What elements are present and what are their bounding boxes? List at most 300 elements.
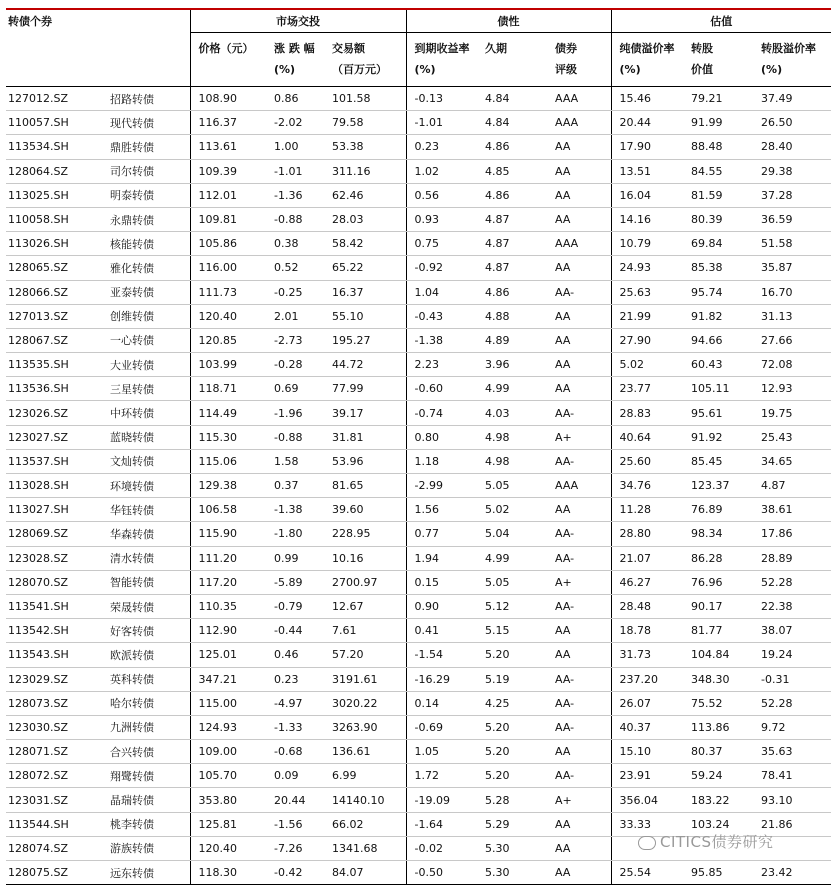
cell-price: 112.01	[190, 183, 266, 207]
cell-conversion-premium: 19.24	[753, 643, 831, 667]
cell-change: 0.09	[266, 764, 324, 788]
cell-bond-name: 一心转债	[98, 328, 190, 352]
cell-bond-name: 晶瑞转债	[98, 788, 190, 812]
cell-bond-name: 荣晟转债	[98, 594, 190, 618]
cell-bond-name: 亚泰转债	[98, 280, 190, 304]
cell-change: -1.38	[266, 498, 324, 522]
table-row	[6, 498, 831, 522]
cell-conversion-premium: 17.86	[753, 522, 831, 546]
cell-bond-code: 128075.SZ	[6, 861, 98, 885]
cell-volume: 1341.68	[324, 836, 406, 860]
col-conversion-premium	[753, 33, 831, 87]
col-volume-unit: （百万元）	[332, 63, 387, 76]
cell-volume: 31.81	[324, 425, 406, 449]
col-conversion-premium-label: 转股溢价率	[761, 42, 817, 55]
cell-duration: 5.30	[477, 836, 547, 860]
cell-volume: 81.65	[324, 474, 406, 498]
cell-bond-name: 合兴转债	[98, 740, 190, 764]
cell-change: -0.88	[266, 207, 324, 231]
cell-conversion-value: 90.17	[683, 594, 753, 618]
cell-duration: 4.86	[477, 183, 547, 207]
cell-rating: AA-	[547, 449, 611, 473]
cell-ytm: -19.09	[406, 788, 477, 812]
cell-rating: A+	[547, 425, 611, 449]
cell-conversion-value: 69.84	[683, 232, 753, 256]
cell-price: 115.00	[190, 691, 266, 715]
cell-conversion-premium: 22.38	[753, 594, 831, 618]
cell-bond-code: 128067.SZ	[6, 328, 98, 352]
col-duration-label: 久期	[485, 42, 507, 55]
cell-bond-name: 招路转债	[98, 87, 190, 111]
cell-volume: 55.10	[324, 304, 406, 328]
cell-conversion-premium: 23.42	[753, 861, 831, 885]
table-row	[6, 667, 831, 691]
cell-bond-code: 113028.SH	[6, 474, 98, 498]
cell-price: 117.20	[190, 570, 266, 594]
cell-conversion-value: 95.85	[683, 861, 753, 885]
cell-volume: 14140.10	[324, 788, 406, 812]
col-conversion-premium-unit: (%)	[761, 63, 783, 76]
table-row	[6, 353, 831, 377]
cell-price: 111.73	[190, 280, 266, 304]
cell-conversion-premium: 78.41	[753, 764, 831, 788]
cell-bond-premium: 40.64	[611, 425, 683, 449]
cell-conversion-premium: 4.87	[753, 474, 831, 498]
cell-bond-premium: 15.46	[611, 87, 683, 111]
cell-conversion-premium: 72.08	[753, 353, 831, 377]
cell-price: 115.90	[190, 522, 266, 546]
cell-change: 0.37	[266, 474, 324, 498]
cell-duration: 4.89	[477, 328, 547, 352]
cell-conversion-premium: 38.61	[753, 498, 831, 522]
cell-rating: AA-	[547, 667, 611, 691]
table-row	[6, 135, 831, 159]
col-change	[266, 33, 324, 87]
cell-price: 111.20	[190, 546, 266, 570]
cell-bond-name: 哈尔转债	[98, 691, 190, 715]
col-conversion-value-label: 转股	[691, 42, 714, 55]
cell-bond-name: 蓝晓转债	[98, 425, 190, 449]
cell-volume: 16.37	[324, 280, 406, 304]
cell-volume: 101.58	[324, 87, 406, 111]
watermark-text: CITICS债券研究	[660, 833, 774, 851]
table-row	[6, 425, 831, 449]
cell-price: 114.49	[190, 401, 266, 425]
cell-price: 120.85	[190, 328, 266, 352]
cell-ytm: 1.02	[406, 159, 477, 183]
cell-conversion-value: 95.74	[683, 280, 753, 304]
cell-change: 1.00	[266, 135, 324, 159]
cell-bond-name: 现代转债	[98, 111, 190, 135]
cell-bond-code: 123028.SZ	[6, 546, 98, 570]
table-row	[6, 280, 831, 304]
cell-bond-premium: 14.16	[611, 207, 683, 231]
table-row	[6, 715, 831, 739]
cell-duration: 4.99	[477, 377, 547, 401]
cell-bond-code: 128071.SZ	[6, 740, 98, 764]
cell-ytm: -1.01	[406, 111, 477, 135]
group-market: 市场交投	[190, 9, 406, 33]
cell-duration: 4.86	[477, 135, 547, 159]
cell-rating: AA	[547, 740, 611, 764]
col-ytm-label: 到期收益率	[414, 42, 470, 55]
cell-conversion-premium: 27.66	[753, 328, 831, 352]
cell-bond-code: 113534.SH	[6, 135, 98, 159]
col-volume	[324, 33, 406, 87]
cell-conversion-premium: 31.13	[753, 304, 831, 328]
watermark	[638, 831, 773, 852]
cell-bond-name: 华钰转债	[98, 498, 190, 522]
cell-volume: 2700.97	[324, 570, 406, 594]
cell-change: -2.02	[266, 111, 324, 135]
cell-duration: 5.20	[477, 715, 547, 739]
cell-bond-code: 113027.SH	[6, 498, 98, 522]
cell-duration: 5.20	[477, 643, 547, 667]
cell-conversion-value: 105.11	[683, 377, 753, 401]
cell-price: 103.99	[190, 353, 266, 377]
cell-bond-name: 三星转债	[98, 377, 190, 401]
cell-conversion-premium: 9.72	[753, 715, 831, 739]
col-duration	[477, 33, 547, 87]
cell-conversion-value: 76.89	[683, 498, 753, 522]
cell-rating: AA-	[547, 764, 611, 788]
cell-price: 116.00	[190, 256, 266, 280]
cell-change: -1.01	[266, 159, 324, 183]
table-body	[6, 87, 831, 885]
cell-ytm: -2.99	[406, 474, 477, 498]
cell-bond-premium: 21.07	[611, 546, 683, 570]
cell-change: -1.96	[266, 401, 324, 425]
cell-ytm: -0.60	[406, 377, 477, 401]
cell-rating: AA	[547, 304, 611, 328]
col-bond-premium-label: 纯债溢价率	[619, 42, 675, 55]
cell-duration: 4.99	[477, 546, 547, 570]
cell-volume: 228.95	[324, 522, 406, 546]
cell-ytm: -0.69	[406, 715, 477, 739]
cell-price: 118.71	[190, 377, 266, 401]
cell-change: -0.42	[266, 861, 324, 885]
cell-rating: AA	[547, 861, 611, 885]
cell-price: 347.21	[190, 667, 266, 691]
cell-conversion-value: 81.77	[683, 619, 753, 643]
cell-price: 120.40	[190, 304, 266, 328]
cell-bond-code: 110057.SH	[6, 111, 98, 135]
cell-conversion-value: 91.82	[683, 304, 753, 328]
table-row	[6, 401, 831, 425]
cell-conversion-value: 94.66	[683, 328, 753, 352]
col-ytm-unit: (%)	[414, 63, 436, 76]
cell-duration: 5.02	[477, 498, 547, 522]
cell-duration: 3.96	[477, 353, 547, 377]
cell-bond-premium: 20.44	[611, 111, 683, 135]
cell-bond-premium: 27.90	[611, 328, 683, 352]
cell-rating: AA	[547, 812, 611, 836]
cell-conversion-premium: 28.40	[753, 135, 831, 159]
cell-bond-code: 113543.SH	[6, 643, 98, 667]
table-row	[6, 788, 831, 812]
cell-ytm: -0.74	[406, 401, 477, 425]
table-row	[6, 570, 831, 594]
stub-blank	[6, 33, 190, 87]
table-row	[6, 111, 831, 135]
cell-change: -0.88	[266, 425, 324, 449]
group-header-row	[6, 9, 831, 33]
cell-conversion-premium: 21.86	[753, 812, 831, 836]
cell-ytm: 0.15	[406, 570, 477, 594]
cell-ytm: -0.50	[406, 861, 477, 885]
col-conversion-value	[683, 33, 753, 87]
cell-volume: 53.38	[324, 135, 406, 159]
cell-rating: AA	[547, 498, 611, 522]
table-row	[6, 183, 831, 207]
cell-price: 109.00	[190, 740, 266, 764]
cell-conversion-premium: 51.58	[753, 232, 831, 256]
cell-conversion-value: 103.24	[683, 812, 753, 836]
cell-bond-premium: 28.83	[611, 401, 683, 425]
cell-ytm: 0.56	[406, 183, 477, 207]
cell-conversion-value: 81.59	[683, 183, 753, 207]
col-rating-label2: 评级	[555, 63, 577, 76]
cell-change: -1.56	[266, 812, 324, 836]
cell-conversion-value: 104.84	[683, 643, 753, 667]
table-row	[6, 594, 831, 618]
cell-volume: 3191.61	[324, 667, 406, 691]
cell-conversion-premium: 52.28	[753, 570, 831, 594]
cell-change: 0.99	[266, 546, 324, 570]
table-row	[6, 328, 831, 352]
cell-price: 120.40	[190, 836, 266, 860]
cell-price: 112.90	[190, 619, 266, 643]
cell-price: 116.37	[190, 111, 266, 135]
cell-rating: AA-	[547, 715, 611, 739]
cell-price: 125.01	[190, 643, 266, 667]
cell-change: -0.68	[266, 740, 324, 764]
cell-bond-name: 游族转债	[98, 836, 190, 860]
cell-conversion-value: 80.37	[683, 740, 753, 764]
cell-bond-name: 清水转债	[98, 546, 190, 570]
cell-bond-name: 桃李转债	[98, 812, 190, 836]
cell-change: -7.26	[266, 836, 324, 860]
col-rating	[547, 33, 611, 87]
cell-conversion-value: 91.92	[683, 425, 753, 449]
cell-bond-name: 司尔转债	[98, 159, 190, 183]
cell-price: 115.06	[190, 449, 266, 473]
cell-conversion-premium: 34.65	[753, 449, 831, 473]
cell-bond-premium: 31.73	[611, 643, 683, 667]
table-row	[6, 232, 831, 256]
cell-duration: 4.87	[477, 207, 547, 231]
cell-rating: A+	[547, 570, 611, 594]
cell-bond-premium: 10.79	[611, 232, 683, 256]
cell-bond-premium: 34.76	[611, 474, 683, 498]
cell-ytm: 1.18	[406, 449, 477, 473]
cell-volume: 39.17	[324, 401, 406, 425]
table-row	[6, 474, 831, 498]
table-row	[6, 643, 831, 667]
cell-duration: 5.28	[477, 788, 547, 812]
cell-change: -0.44	[266, 619, 324, 643]
cell-change: 0.69	[266, 377, 324, 401]
cell-change: -2.73	[266, 328, 324, 352]
cell-duration: 5.20	[477, 740, 547, 764]
cell-bond-code: 123029.SZ	[6, 667, 98, 691]
cell-duration: 5.29	[477, 812, 547, 836]
cell-duration: 4.88	[477, 304, 547, 328]
cell-conversion-premium: 38.07	[753, 619, 831, 643]
cell-conversion-premium: 36.59	[753, 207, 831, 231]
cell-bond-code: 128065.SZ	[6, 256, 98, 280]
cell-volume: 195.27	[324, 328, 406, 352]
cell-conversion-value: 95.61	[683, 401, 753, 425]
cell-change: -1.36	[266, 183, 324, 207]
cell-volume: 7.61	[324, 619, 406, 643]
cell-duration: 4.84	[477, 87, 547, 111]
cell-duration: 5.05	[477, 474, 547, 498]
table-row	[6, 304, 831, 328]
cell-ytm: 1.56	[406, 498, 477, 522]
cell-conversion-value: 86.28	[683, 546, 753, 570]
cell-rating: AAA	[547, 474, 611, 498]
table-row	[6, 619, 831, 643]
cell-conversion-value: 85.38	[683, 256, 753, 280]
cell-change: -0.28	[266, 353, 324, 377]
cell-conversion-value: 85.45	[683, 449, 753, 473]
col-volume-label: 交易额	[332, 42, 365, 55]
cell-bond-code: 128066.SZ	[6, 280, 98, 304]
cell-bond-name: 好客转债	[98, 619, 190, 643]
cell-conversion-value: 98.34	[683, 522, 753, 546]
cell-change: -1.80	[266, 522, 324, 546]
cell-bond-code: 113541.SH	[6, 594, 98, 618]
cell-bond-premium: 28.48	[611, 594, 683, 618]
cell-bond-name: 创维转债	[98, 304, 190, 328]
cell-bond-premium: 15.10	[611, 740, 683, 764]
cell-conversion-value: 80.39	[683, 207, 753, 231]
cell-bond-name: 永鼎转债	[98, 207, 190, 231]
cell-change: 0.38	[266, 232, 324, 256]
cell-ytm: 0.93	[406, 207, 477, 231]
cell-bond-name: 华森转债	[98, 522, 190, 546]
cell-change: -1.33	[266, 715, 324, 739]
cell-change: 20.44	[266, 788, 324, 812]
cell-bond-code: 128069.SZ	[6, 522, 98, 546]
cell-bond-premium: 16.04	[611, 183, 683, 207]
cell-change: 0.23	[266, 667, 324, 691]
group-bond: 债性	[406, 9, 611, 33]
cell-bond-premium: 237.20	[611, 667, 683, 691]
cell-conversion-premium: 37.28	[753, 183, 831, 207]
cell-bond-premium: 26.07	[611, 691, 683, 715]
cell-conversion-premium: 25.43	[753, 425, 831, 449]
convertible-bond-table	[6, 8, 831, 885]
cell-volume: 6.99	[324, 764, 406, 788]
table-row	[6, 546, 831, 570]
cell-bond-premium: 21.99	[611, 304, 683, 328]
cell-bond-premium: 23.91	[611, 764, 683, 788]
cell-price: 124.93	[190, 715, 266, 739]
cell-change: 2.01	[266, 304, 324, 328]
cell-change: 0.46	[266, 643, 324, 667]
cell-bond-code: 113536.SH	[6, 377, 98, 401]
cell-rating: AA-	[547, 401, 611, 425]
cell-price: 113.61	[190, 135, 266, 159]
cell-price: 129.38	[190, 474, 266, 498]
cell-conversion-premium: 35.87	[753, 256, 831, 280]
cell-conversion-premium: -0.31	[753, 667, 831, 691]
cell-volume: 65.22	[324, 256, 406, 280]
cell-bond-name: 明泰转债	[98, 183, 190, 207]
cell-ytm: 0.14	[406, 691, 477, 715]
cell-bond-name: 核能转债	[98, 232, 190, 256]
col-change-label: 涨 跌 幅	[274, 42, 315, 55]
table-row	[6, 861, 831, 885]
cell-bond-code: 113542.SH	[6, 619, 98, 643]
cell-duration: 5.30	[477, 861, 547, 885]
cell-bond-name: 远东转债	[98, 861, 190, 885]
cell-volume: 79.58	[324, 111, 406, 135]
cell-bond-premium: 40.37	[611, 715, 683, 739]
cell-conversion-value: 183.22	[683, 788, 753, 812]
cell-ytm: -1.54	[406, 643, 477, 667]
cell-bond-premium: 28.80	[611, 522, 683, 546]
table-row	[6, 740, 831, 764]
cell-price: 118.30	[190, 861, 266, 885]
table-row	[6, 159, 831, 183]
cell-ytm: -0.92	[406, 256, 477, 280]
cell-bond-code: 113026.SH	[6, 232, 98, 256]
cell-ytm: 0.75	[406, 232, 477, 256]
bond-table-container	[6, 8, 831, 885]
cell-duration: 4.85	[477, 159, 547, 183]
cell-bond-name: 英科转债	[98, 667, 190, 691]
table-row	[6, 256, 831, 280]
cell-duration: 4.98	[477, 425, 547, 449]
group-valuation: 估值	[611, 9, 831, 33]
cell-conversion-value: 76.96	[683, 570, 753, 594]
cell-bond-premium: 356.04	[611, 788, 683, 812]
cell-change: -4.97	[266, 691, 324, 715]
cell-bond-premium: 18.78	[611, 619, 683, 643]
cell-conversion-premium: 37.49	[753, 87, 831, 111]
cell-ytm: 1.94	[406, 546, 477, 570]
cell-volume: 66.02	[324, 812, 406, 836]
cell-bond-premium: 5.02	[611, 353, 683, 377]
cell-volume: 58.42	[324, 232, 406, 256]
cell-bond-premium: 25.60	[611, 449, 683, 473]
cell-conversion-value: 88.48	[683, 135, 753, 159]
cell-conversion-value: 348.30	[683, 667, 753, 691]
cell-rating: AA	[547, 328, 611, 352]
cell-bond-code: 123026.SZ	[6, 401, 98, 425]
col-bond-premium-unit: (%)	[619, 63, 641, 76]
cell-ytm: 0.77	[406, 522, 477, 546]
cell-volume: 57.20	[324, 643, 406, 667]
cell-bond-code: 128073.SZ	[6, 691, 98, 715]
cell-change: -0.79	[266, 594, 324, 618]
cell-bond-name: 九洲转债	[98, 715, 190, 739]
cell-rating: AA	[547, 159, 611, 183]
cell-volume: 136.61	[324, 740, 406, 764]
cell-bond-premium: 46.27	[611, 570, 683, 594]
cell-change: -0.25	[266, 280, 324, 304]
cell-ytm: -0.02	[406, 836, 477, 860]
cell-price: 115.30	[190, 425, 266, 449]
cell-bond-name: 中环转债	[98, 401, 190, 425]
cell-ytm: 0.23	[406, 135, 477, 159]
cell-bond-code: 113544.SH	[6, 812, 98, 836]
cell-volume: 84.07	[324, 861, 406, 885]
table-row	[6, 449, 831, 473]
